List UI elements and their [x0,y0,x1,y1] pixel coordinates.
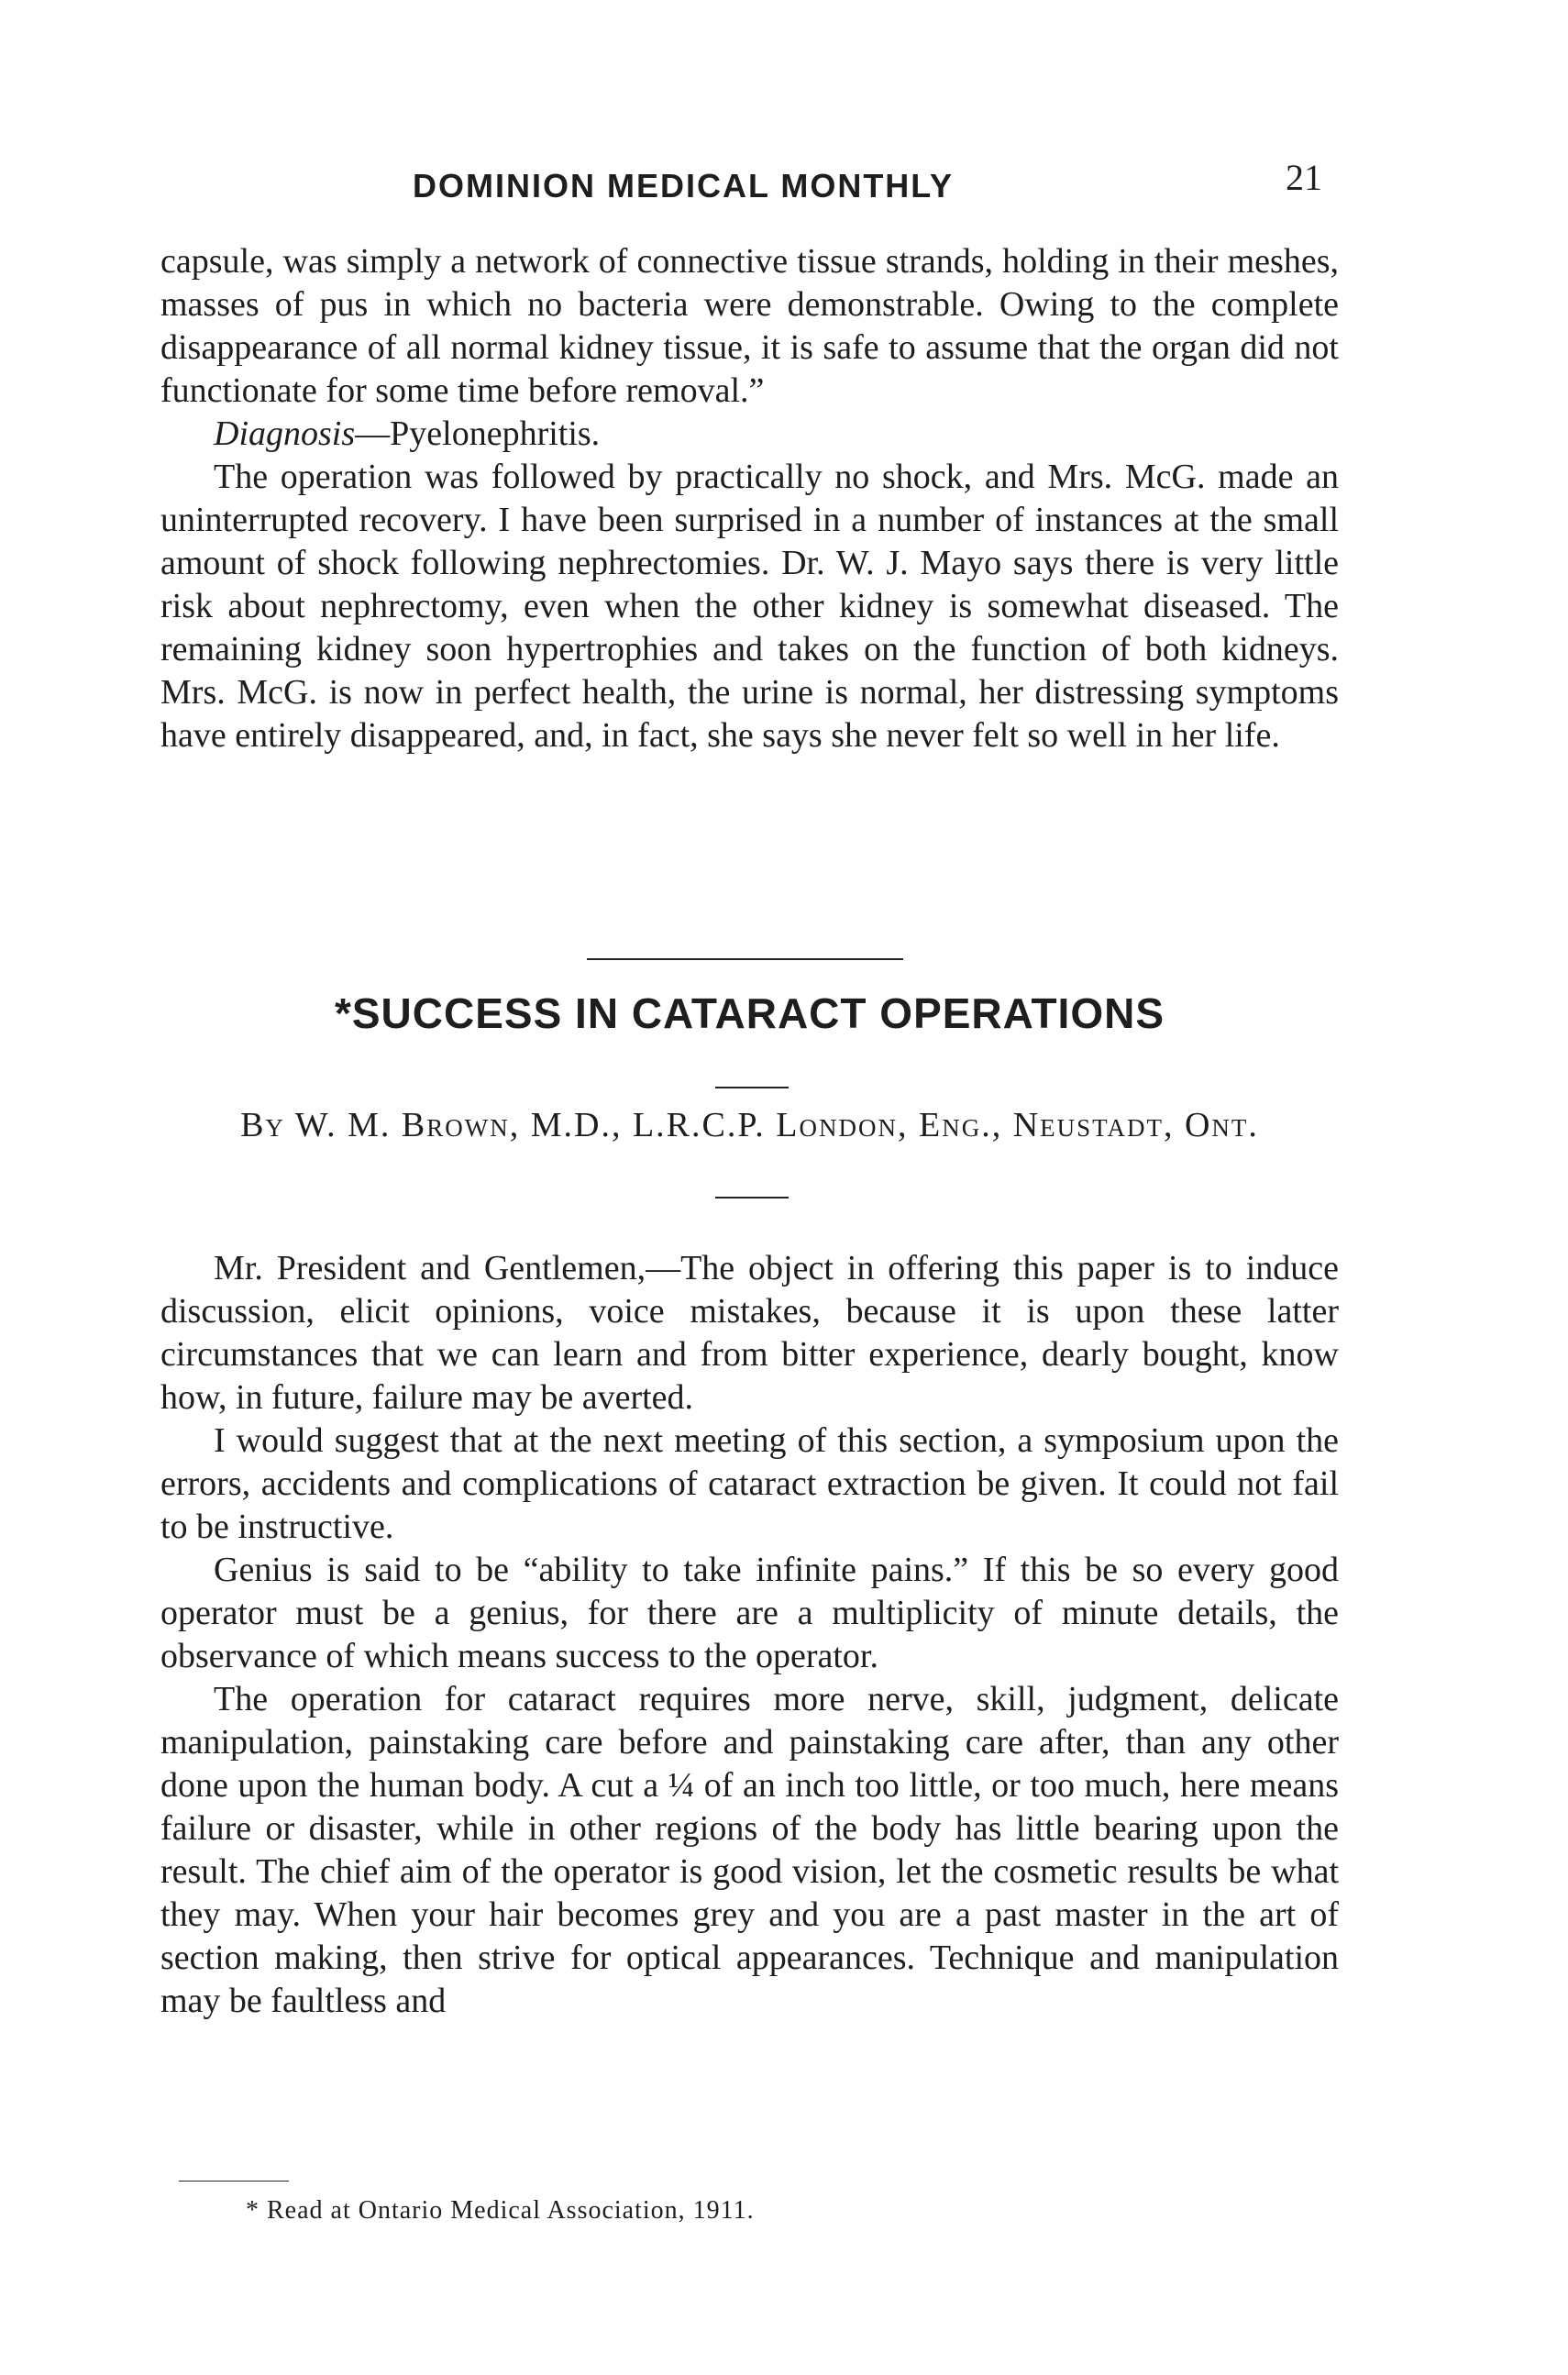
journal-title: DOMINION MEDICAL MONTHLY [413,167,955,204]
article-paragraph: Genius is said to be “ability to take infinite pains.” If this be so every good operator must be a genius, for there are a multiplicity of minute details, the observance of which means success to the operator. [160,1551,1339,1675]
article-paragraph: The operation for cataract requires more nerve, skill, judgment, delicate manipulation, painstaking care before and painstaking care after, than any other done upon the human body. A cut a ¼ of an inch too little, or too much, here means failure or disaster, while in other regions of the body has little bearing upon the result. The chief aim of the operator is good vision, let the cosmetic results be what they may. When your hair becomes grey and you are a past master in the art of section making, then strive for optical appearances. Technique and manipulation may be faultless and [160,1680,1339,2020]
article-byline: By W. M. Brown, M.D., L.R.C.P. London, Eng., Neustadt, Ont. [240,1106,1259,1144]
footnote-rule [179,2181,289,2182]
continued-paragraph: capsule, was simply a network of connective tissue strands, holding in their meshes, masses of pus in which no bacteria were demonstrable. Owing to the complete disappearance of all normal kidney tissue, it is safe to assume that the organ did not functionate for some time before removal.” [160,242,1339,410]
section-divider [587,958,903,960]
title-rule [715,1087,789,1088]
article-paragraph: I would suggest that at the next meeting of this section, a symposium upon the errors, accidents and complications of cataract extraction be given. It could not fail to be instructive. [160,1421,1339,1546]
diagnosis-line [160,413,1339,456]
outcome-paragraph: The operation was followed by practically no shock, and Mrs. McG. made an uninterrupted recovery. I have been surprised in a number of instances at the small amount of shock following nephrectomies. Dr. W. J. Mayo says there is very little risk about nephrectomy, even when the other kidney is somewhat diseased. The remaining kidney soon hypertrophies and takes on the function of both kidneys. Mrs. McG. is now in perfect health, the urine is normal, her distressing symptoms have entirely disappeared, and, in fact, she says she never felt so well in her life. [160,458,1339,755]
continued-article-text [160,240,1339,757]
diagnosis-label: Diagnosis [214,414,356,453]
article-title: *SUCCESS IN CATARACT OPERATIONS [334,989,1165,1037]
page-number: 21 [1286,157,1322,198]
running-head [165,156,1339,220]
footnote: * Read at Ontario Medical Association, 1911. [246,2196,755,2225]
article-paragraph: Mr. President and Gentlemen,—The object in offering this paper is to induce discussion, elicit opinions, voice mistakes, because it is upon these latter circumstances that we can learn and from bitter experience, dearly bought, know how, in future, failure may be averted. [160,1249,1339,1417]
article-body [160,1247,1339,2023]
byline-rule [715,1197,789,1199]
diagnosis-text: —Pyelonephritis. [355,414,601,453]
